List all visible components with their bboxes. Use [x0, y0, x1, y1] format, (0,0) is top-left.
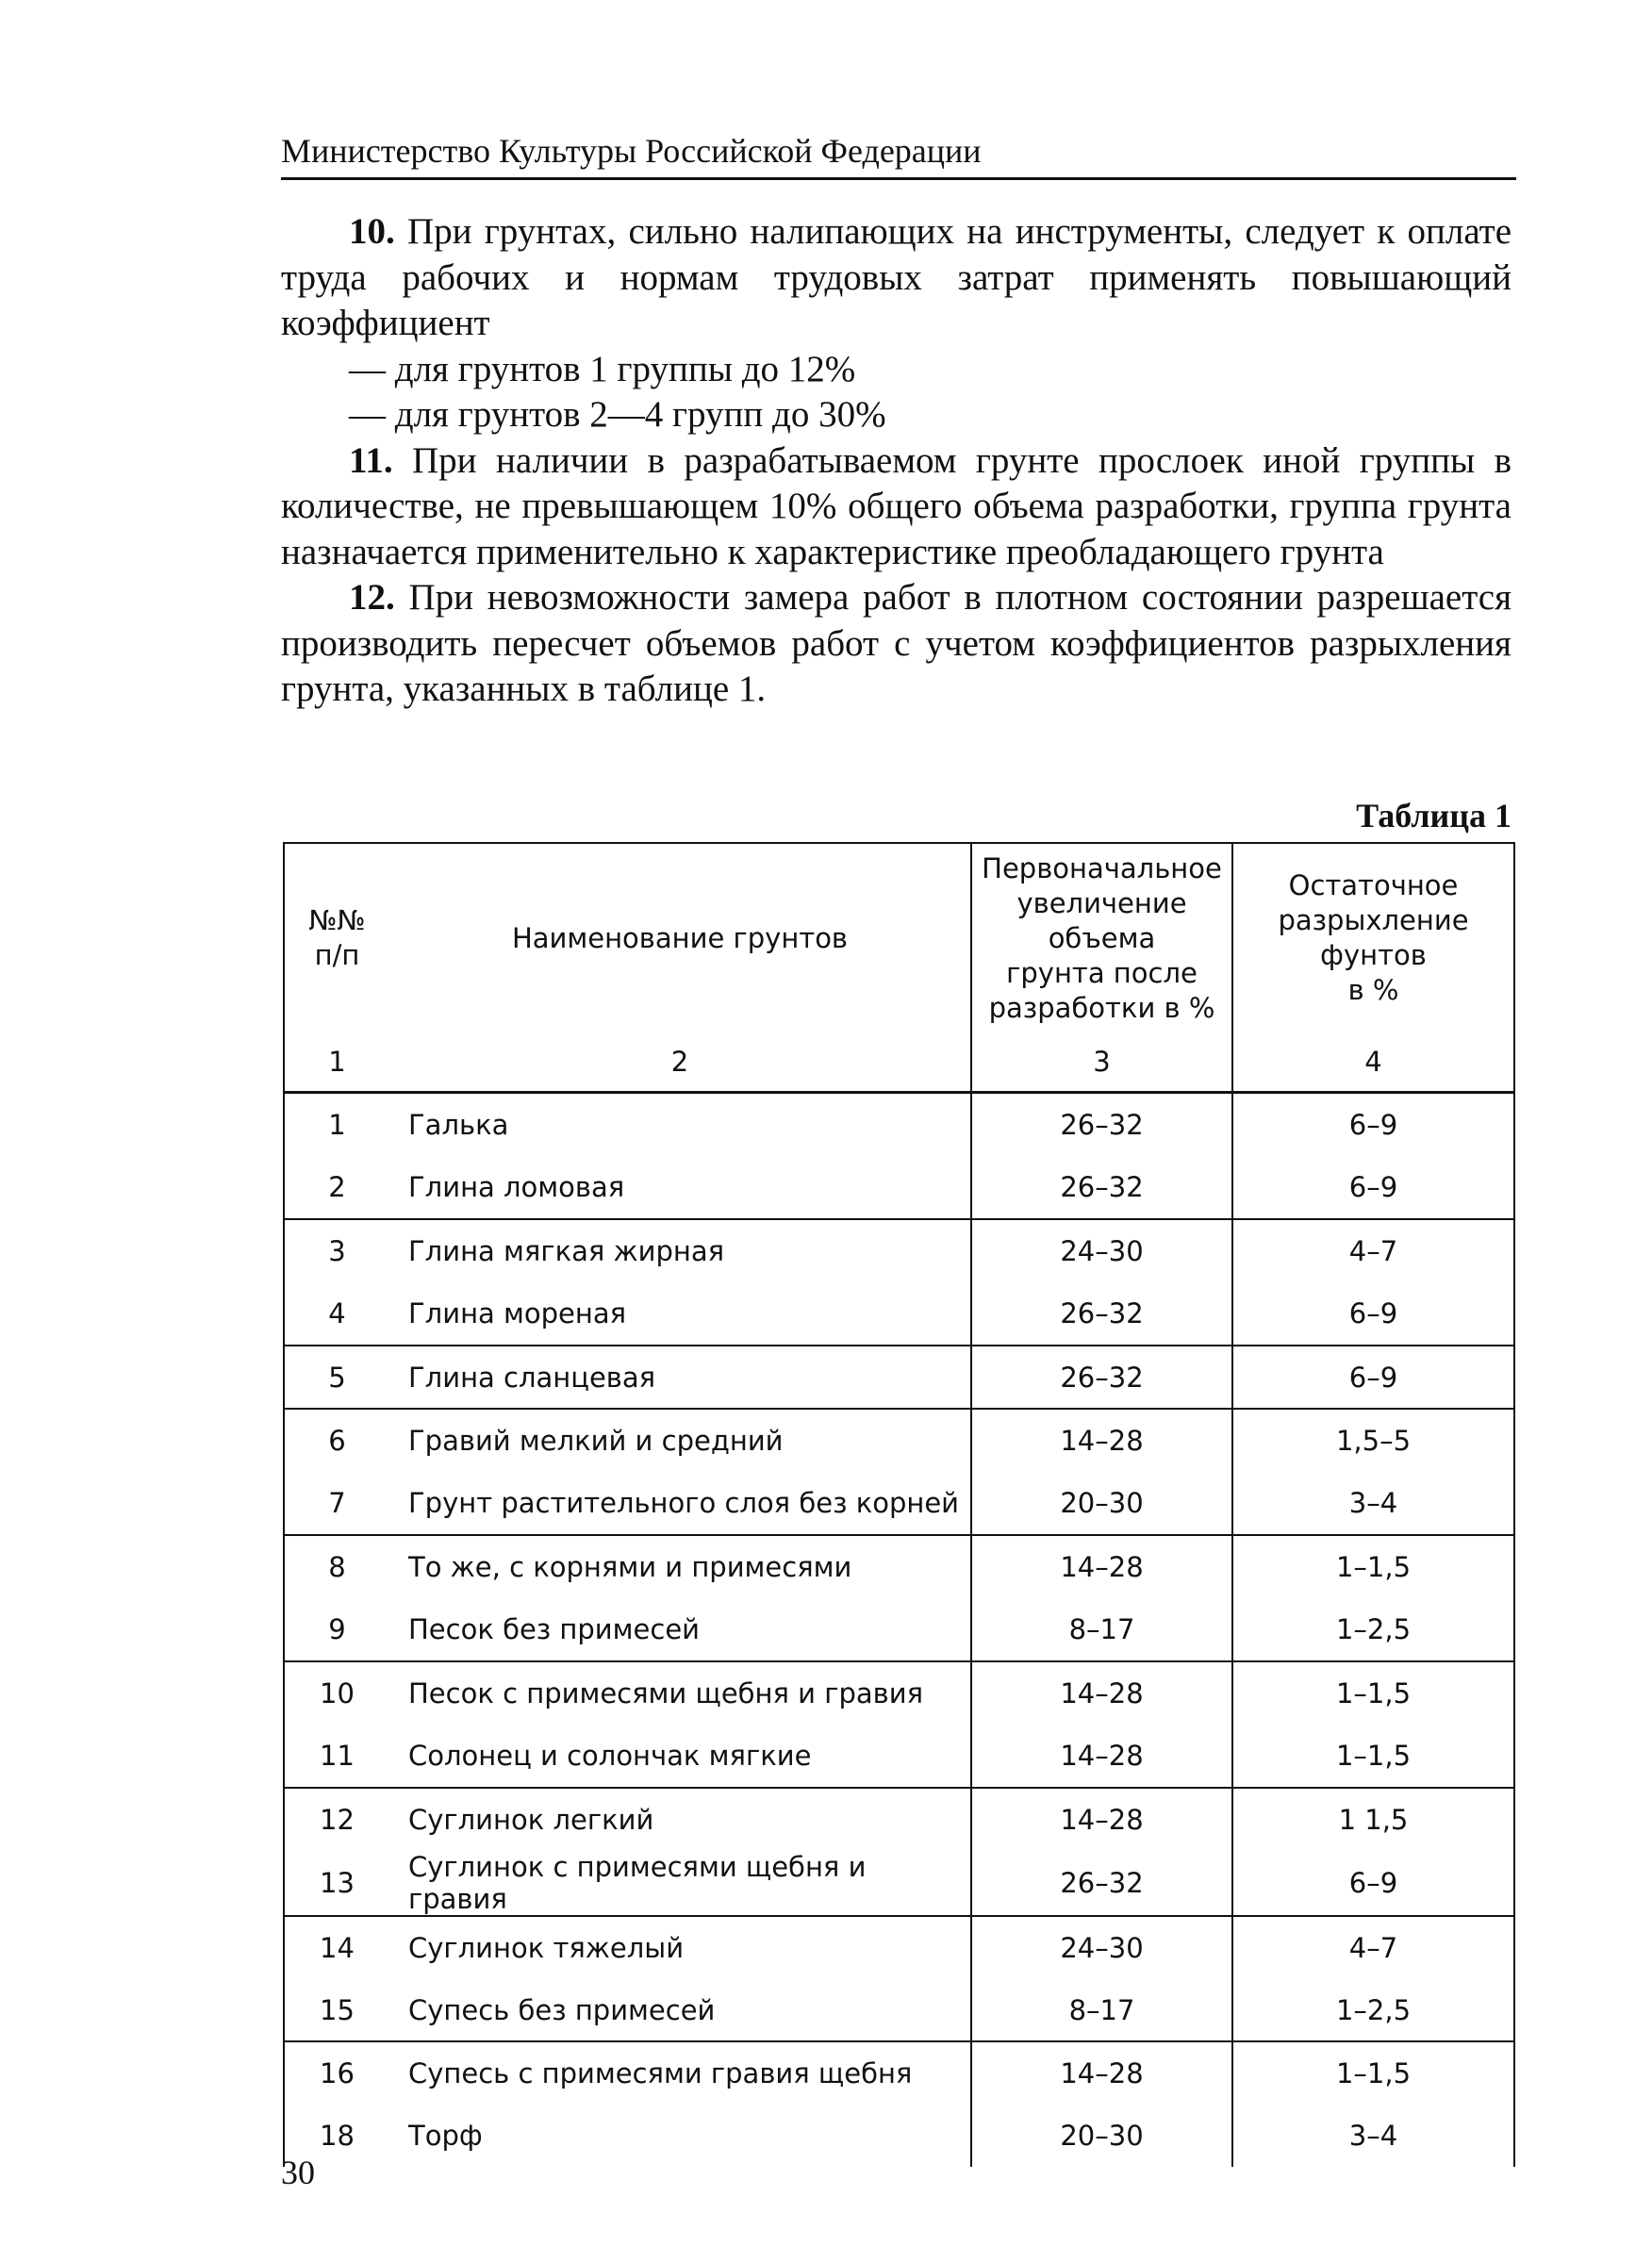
paragraph-10-item-2: — для грунтов 2—4 групп до 30% [349, 394, 886, 435]
row-number: 12 [284, 1788, 389, 1851]
paragraph-10 [281, 209, 1512, 347]
header-residual-line-1: Остаточное [1288, 869, 1459, 901]
soil-name: Галька [408, 1108, 509, 1141]
paragraph-11-text: При наличии в разрабатываемом грунте прослоек иной группы в количестве, не превышающем 10% общего объема разработки, группа грунта назначается применительно к характеристике преобладающего грунта [281, 439, 1512, 572]
row-number: 15 [284, 1979, 389, 2042]
residual-loosening: 1–2,5 [1232, 1979, 1514, 2042]
initial-increase: 14–28 [971, 2041, 1232, 2105]
soil-name: Солонец и солончак мягкие [389, 1725, 971, 1788]
row-number: 4 [284, 1282, 389, 1346]
soil-name: Песок с примесями щебня и гравия [408, 1676, 924, 1709]
initial-increase: 26–32 [971, 1851, 1232, 1916]
residual-loosening: 6–9 [1232, 1851, 1514, 1916]
table-row [284, 1282, 1514, 1346]
paragraph-11-number: 11. [349, 439, 393, 481]
row-number: 8 [284, 1535, 389, 1598]
row-number: 11 [284, 1725, 389, 1788]
initial-increase: 26–32 [971, 1156, 1232, 1219]
initial-increase: 26–32 [971, 1346, 1232, 1410]
soil-name: Гравий мелкий и средний [408, 1425, 784, 1458]
body-text [281, 209, 1512, 713]
column-number-1: 1 [284, 1032, 389, 1093]
column-number-3: 3 [971, 1032, 1232, 1093]
table-row [284, 1346, 1514, 1410]
soil-name: Торф [408, 2120, 483, 2153]
soil-name: Суглинок легкий [408, 1803, 654, 1836]
row-number: 3 [284, 1219, 389, 1282]
column-number-4: 4 [1232, 1032, 1514, 1093]
header-soil-name: Наименование грунтов [389, 843, 971, 1032]
row-number: 2 [284, 1156, 389, 1219]
table-row [284, 1219, 1514, 1282]
residual-loosening: 4–7 [1232, 1219, 1514, 1282]
table-row [284, 1725, 1514, 1788]
initial-increase: 26–32 [971, 1282, 1232, 1346]
row-number: 14 [284, 1916, 389, 1979]
paragraph-10-text: При грунтах, сильно налипающих на инструменты, следует к оплате труда рабочих и нормам трудовых затрат применять повышающий коэффициент [281, 211, 1512, 343]
soil-name: То же, с корнями и примесями [408, 1551, 852, 1584]
residual-loosening: 3–4 [1232, 2105, 1514, 2167]
initial-increase: 8–17 [971, 1979, 1232, 2042]
row-number: 5 [284, 1346, 389, 1410]
paragraph-12-text: При невозможности замера работ в плотном состоянии разрешается производить пересчет объемов работ с учетом коэффициентов разрыхления грунта, указанных в таблице 1. [281, 577, 1512, 709]
header-residual-loosening [1232, 843, 1514, 1032]
table-row [284, 2105, 1514, 2167]
table-row [284, 1979, 1514, 2042]
residual-loosening: 6–9 [1232, 1346, 1514, 1410]
table-row [284, 1409, 1514, 1472]
initial-increase: 26–32 [971, 1093, 1232, 1156]
header-number [284, 843, 389, 1032]
residual-loosening: 1–1,5 [1232, 1661, 1514, 1725]
paragraph-12 [281, 575, 1512, 713]
table-row [284, 1093, 1514, 1156]
initial-increase: 14–28 [971, 1661, 1232, 1725]
residual-loosening: 3–4 [1232, 1472, 1514, 1535]
header-initial-line-2: увеличение объема [1016, 886, 1187, 954]
residual-loosening: 1–1,5 [1232, 1725, 1514, 1788]
paragraph-10-number: 10. [349, 211, 395, 252]
table-row [284, 1661, 1514, 1725]
initial-increase: 24–30 [971, 1219, 1232, 1282]
header-number-line-2: п/п [314, 939, 360, 971]
initial-increase: 8–17 [971, 1598, 1232, 1661]
header-initial-line-3: грунта после [1006, 956, 1198, 989]
initial-increase: 20–30 [971, 2105, 1232, 2167]
table-row [284, 1851, 1514, 1916]
header-initial-line-4: разработки в % [988, 991, 1215, 1024]
residual-loosening: 6–9 [1232, 1093, 1514, 1156]
soil-name: Глина мягкая жирная [408, 1234, 725, 1267]
paragraph-10-item-1: — для грунтов 1 группы до 12% [349, 348, 856, 389]
header-residual-line-4: в % [1347, 974, 1399, 1006]
soil-name: Супесь без примесей [389, 1979, 971, 2042]
soil-loosening-table [283, 842, 1515, 2167]
header-residual-line-2: разрыхление [1278, 904, 1469, 936]
soil-name: Суглинок с примесями щебня и гравия [389, 1851, 971, 1916]
soil-name: Супесь с примесями гравия щебня [408, 2057, 913, 2090]
row-number: 6 [284, 1409, 389, 1472]
header-initial-line-1: Первоначальное [982, 851, 1222, 884]
row-number: 7 [284, 1472, 389, 1535]
residual-loosening: 1 1,5 [1232, 1788, 1514, 1851]
table-header-row [284, 843, 1514, 1032]
residual-loosening: 1–2,5 [1232, 1598, 1514, 1661]
soil-name: Глина сланцевая [389, 1346, 971, 1410]
initial-increase: 20–30 [971, 1472, 1232, 1535]
residual-loosening: 1–1,5 [1232, 2041, 1514, 2105]
row-number: 1 [284, 1093, 389, 1156]
residual-loosening: 6–9 [1232, 1282, 1514, 1346]
residual-loosening: 6–9 [1232, 1156, 1514, 1219]
soil-name: Глина ломовая [389, 1156, 971, 1219]
initial-increase: 14–28 [971, 1788, 1232, 1851]
header-initial-increase [971, 843, 1232, 1032]
residual-loosening: 1,5–5 [1232, 1409, 1514, 1472]
row-number: 13 [284, 1851, 389, 1916]
table-row [284, 1916, 1514, 1979]
row-number: 18 [284, 2105, 389, 2167]
residual-loosening: 4–7 [1232, 1916, 1514, 1979]
running-header: Министерство Культуры Российской Федерации [281, 130, 1516, 180]
table-row [284, 1788, 1514, 1851]
soil-name: Суглинок тяжелый [408, 1931, 685, 1964]
table-row [284, 1472, 1514, 1535]
table-column-numbers-row [284, 1032, 1514, 1093]
table-row [284, 1156, 1514, 1219]
table-row [284, 1535, 1514, 1598]
paragraph-12-number: 12. [349, 577, 395, 618]
soil-name: Грунт растительного слоя без корней [389, 1472, 971, 1535]
row-number: 10 [284, 1661, 389, 1725]
soil-name: Глина мореная [389, 1282, 971, 1346]
initial-increase: 14–28 [971, 1409, 1232, 1472]
page-number: 30 [281, 2154, 315, 2191]
table-row [284, 1598, 1514, 1661]
row-number: 9 [284, 1598, 389, 1661]
residual-loosening: 1–1,5 [1232, 1535, 1514, 1598]
column-number-2: 2 [389, 1032, 971, 1093]
paragraph-11 [281, 438, 1512, 576]
row-number: 16 [284, 2041, 389, 2105]
initial-increase: 14–28 [971, 1725, 1232, 1788]
initial-increase: 14–28 [971, 1535, 1232, 1598]
header-number-line-1: №№ [308, 904, 366, 936]
table-row [284, 2041, 1514, 2105]
soil-name: Песок без примесей [389, 1598, 971, 1661]
initial-increase: 24–30 [971, 1916, 1232, 1979]
table-caption: Таблица 1 [1356, 797, 1512, 834]
header-residual-line-3: фунтов [1320, 939, 1427, 971]
